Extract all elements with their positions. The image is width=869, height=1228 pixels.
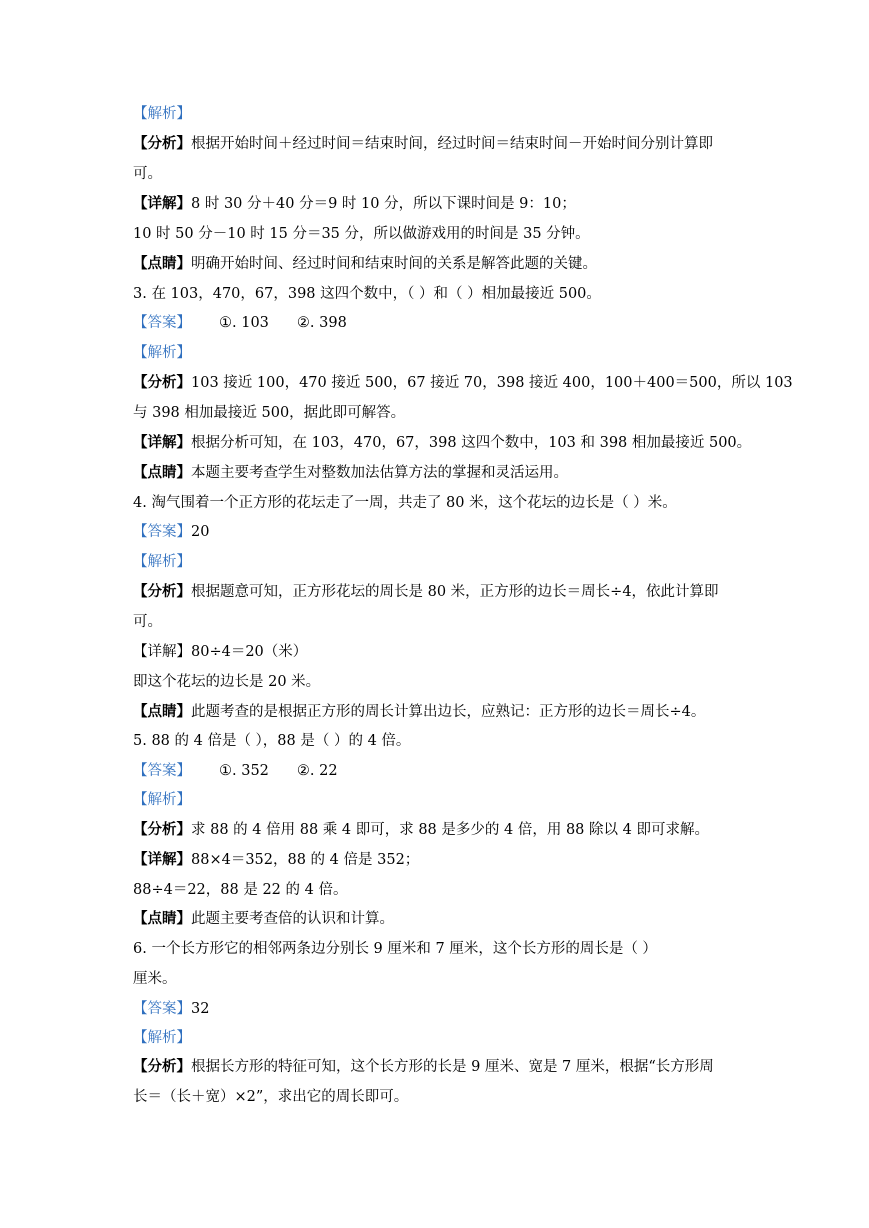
detail-line-cont: 即这个花坛的边长是 20 米。 — [133, 674, 321, 690]
analysis-line-cont: 可。 — [133, 166, 162, 182]
analysis-line: 【分析】根据题意可知，正方形花坛的周长是 80 米，正方形的边长＝周长÷4，依此计算即 — [133, 583, 719, 600]
answer-line: 【答案】20 — [133, 524, 210, 540]
comment-line: 【点睛】本题主要考查学生对整数加法估算方法的掌握和灵活运用。 — [133, 464, 568, 481]
analysis-line: 【分析】求 88 的 4 倍用 88 乘 4 即可，求 88 是多少的 4 倍，用 88 除以 4 即可求解。 — [133, 821, 709, 838]
question-6-cont: 厘米。 — [133, 971, 177, 987]
analysis-line-cont: 可。 — [133, 614, 162, 630]
analysis-line: 【分析】根据长方形的特征可知，这个长方形的长是 9 厘米、宽是 7 厘米，根据“长方形周 — [133, 1058, 714, 1075]
detail-line: 【详解】80÷4＝20（米） — [133, 644, 308, 660]
comment-line: 【点睛】明确开始时间、经过时间和结束时间的关系是解答此题的关键。 — [133, 255, 597, 272]
analysis-heading: 【解析】 — [133, 345, 191, 361]
analysis-line: 【分析】根据开始时间＋经过时间＝结束时间，经过时间＝结束时间－开始时间分别计算即 — [133, 135, 713, 152]
analysis-line-cont: 长＝（长＋宽）×2”，求出它的周长即可。 — [133, 1089, 409, 1105]
comment-line: 【点睛】此题主要考查倍的认识和计算。 — [133, 910, 394, 927]
detail-line-cont: 10 时 50 分－10 时 15 分＝35 分，所以做游戏用的时间是 35 分钟。 — [133, 226, 590, 242]
comment-line: 【点睛】此题考查的是根据正方形的周长计算出边长，应熟记：正方形的边长＝周长÷4。 — [133, 703, 706, 720]
analysis-line: 【分析】103 接近 100，470 接近 500，67 接近 70，398 接近 400，100＋400＝500，所以 103 — [133, 374, 793, 391]
detail-line: 【详解】8 时 30 分＋40 分＝9 时 10 分，所以下课时间是 9：10； — [133, 195, 576, 212]
answer-line: 【答案】 ①. 352 ②. 22 — [133, 763, 338, 779]
detail-line: 【详解】根据分析可知，在 103，470，67，398 这四个数中，103 和 398 相加最接近 500。 — [133, 434, 752, 451]
question-4: 4. 淘气围着一个正方形的花坛走了一周，共走了 80 米，这个花坛的边长是（ ）米。 — [133, 495, 677, 511]
analysis-heading: 【解析】 — [133, 1030, 191, 1046]
question-3: 3. 在 103，470，67，398 这四个数中，（ ）和（ ）相加最接近 500。 — [133, 286, 601, 302]
analysis-heading: 【解析】 — [133, 792, 191, 808]
answer-line: 【答案】 ①. 103 ②. 398 — [133, 315, 347, 331]
detail-line: 【详解】88×4＝352，88 的 4 倍是 352； — [133, 851, 420, 868]
analysis-heading: 【解析】 — [133, 106, 191, 122]
detail-line-cont: 88÷4＝22，88 是 22 的 4 倍。 — [133, 882, 348, 898]
analysis-heading: 【解析】 — [133, 554, 191, 570]
question-6: 6. 一个长方形它的相邻两条边分别长 9 厘米和 7 厘米，这个长方形的周长是（ ） — [133, 941, 657, 957]
question-5: 5. 88 的 4 倍是（ ），88 是（ ）的 4 倍。 — [133, 733, 411, 749]
answer-line: 【答案】32 — [133, 1001, 210, 1017]
analysis-line-cont: 与 398 相加最接近 500，据此即可解答。 — [133, 405, 406, 421]
